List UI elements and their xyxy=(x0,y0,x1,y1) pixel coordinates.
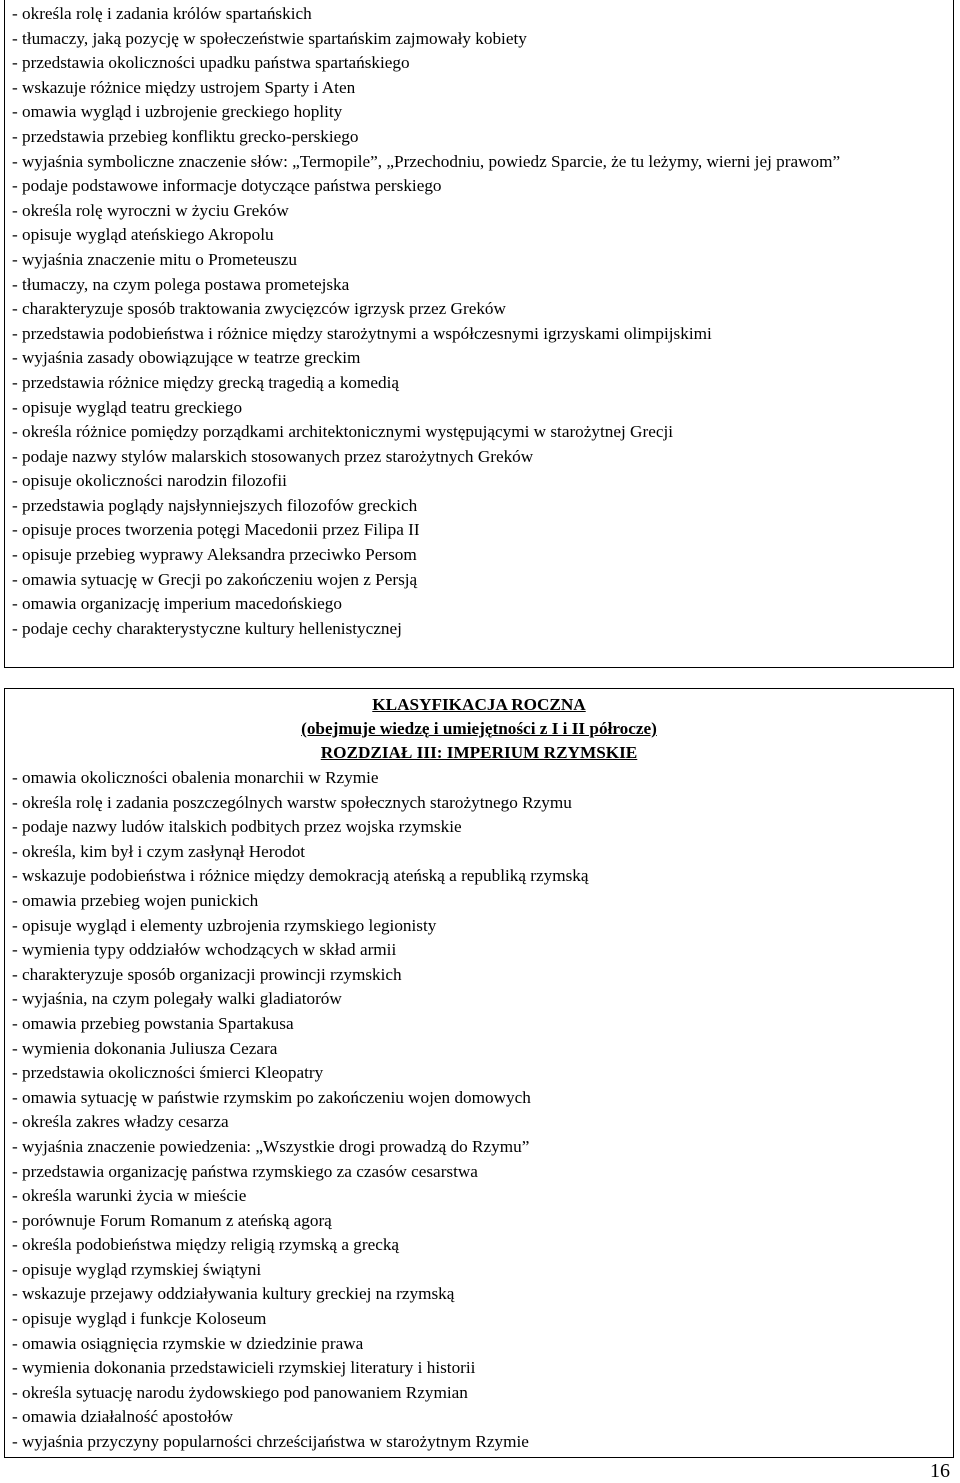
list-item: - omawia działalność apostołów xyxy=(12,1407,233,1427)
list-item: - porównuje Forum Romanum z ateńską agorą xyxy=(12,1210,332,1230)
list-item: - wyjaśnia, na czym polegały walki gladiatorów xyxy=(12,989,342,1009)
list-item: - przedstawia okoliczności śmierci Kleopatry xyxy=(12,1063,324,1083)
list-item: - podaje nazwy ludów italskich podbitych przez wojska rzymskie xyxy=(12,817,462,837)
requirements-list-rome xyxy=(12,766,942,1455)
page-number: 16 xyxy=(930,1460,950,1482)
list-item: - przedstawia przebieg konfliktu grecko-perskiego xyxy=(12,126,359,146)
list-item: - określa, kim był i czym zasłynął Herodot xyxy=(12,841,306,861)
list-item: - przedstawia różnice między grecką tragedią a komedią xyxy=(12,372,399,392)
list-item: - określa różnice pomiędzy porządkami architektonicznymi występującymi w starożytnej Grecji xyxy=(12,422,673,442)
list-item: - tłumaczy, na czym polega postawa prometejska xyxy=(12,274,350,294)
list-item: - określa rolę wyroczni w życiu Greków xyxy=(12,200,289,220)
list-item: - omawia osiągnięcia rzymskie w dziedzinie prawa xyxy=(12,1333,364,1353)
list-item: - omawia przebieg wojen punickich xyxy=(12,890,259,910)
list-item: - podaje nazwy stylów malarskich stosowanych przez starożytnych Greków xyxy=(12,446,534,466)
list-item: - opisuje wygląd i elementy uzbrojenia rzymskiego legionisty xyxy=(12,915,437,935)
classification-scope-subheading: (obejmuje wiedzę i umiejętności z I i II półrocze) xyxy=(301,719,657,738)
list-item: - przedstawia okoliczności upadku państwa spartańskiego xyxy=(12,53,410,73)
list-item: - określa warunki życia w mieście xyxy=(12,1186,247,1206)
list-item: - tłumaczy, jaką pozycję w społeczeństwie spartańskim zajmowały kobiety xyxy=(12,28,527,48)
list-item: - wskazuje przejawy oddziaływania kultury greckiej na rzymską xyxy=(12,1284,455,1304)
list-item: - przedstawia organizację państwa rzymskiego za czasów cesarstwa xyxy=(12,1161,478,1181)
list-item: - opisuje wygląd i funkcje Koloseum xyxy=(12,1309,267,1329)
list-item: - omawia sytuację w Grecji po zakończeniu wojen z Persją xyxy=(12,569,418,589)
list-item: - opisuje wygląd rzymskiej świątyni xyxy=(12,1259,262,1279)
list-item: - opisuje okoliczności narodzin filozofii xyxy=(12,471,287,491)
list-item: - wymienia dokonania przedstawicieli rzymskiej literatury i historii xyxy=(12,1358,476,1378)
list-item: - charakteryzuje sposób traktowania zwycięzców igrzysk przez Greków xyxy=(12,299,506,319)
list-item: - wymienia dokonania Juliusza Cezara xyxy=(12,1038,278,1058)
annual-classification-heading: KLASYFIKACJA ROCZNA xyxy=(372,695,586,714)
list-item: - omawia sytuację w państwie rzymskim po zakończeniu wojen domowych xyxy=(12,1087,531,1107)
list-item: - przedstawia poglądy najsłynniejszych filozofów greckich xyxy=(12,495,418,515)
list-item: - określa rolę i zadania poszczególnych warstw społecznych starożytnego Rzymu xyxy=(12,792,572,812)
list-item: - opisuje wygląd ateńskiego Akropolu xyxy=(12,225,274,245)
list-item: - określa podobieństwa między religią rzymską a grecką xyxy=(12,1235,400,1255)
list-item: - wskazuje podobieństwa i różnice między demokracją ateńską a republiką rzymską xyxy=(12,866,589,886)
list-item: - przedstawia podobieństwa i różnice między starożytnymi a współczesnymi igrzyskami olimpijskimi xyxy=(12,323,712,343)
list-item: - charakteryzuje sposób organizacji prowincji rzymskich xyxy=(12,964,402,984)
list-item: - omawia organizację imperium macedońskiego xyxy=(12,594,342,614)
list-item: - wskazuje różnice między ustrojem Sparty i Aten xyxy=(12,77,356,97)
chapter-heading: ROZDZIAŁ III: IMPERIUM RZYMSKIE xyxy=(320,743,638,762)
list-item: - podaje cechy charakterystyczne kultury hellenistycznej xyxy=(12,618,402,638)
list-item: - wyjaśnia znaczenie mitu o Prometeuszu xyxy=(12,249,297,269)
list-item: - określa zakres władzy cesarza xyxy=(12,1112,229,1132)
list-item: - określa sytuację narodu żydowskiego pod panowaniem Rzymian xyxy=(12,1382,468,1402)
requirements-list-greece xyxy=(12,2,942,641)
list-item: - opisuje przebieg wyprawy Aleksandra przeciwko Persom xyxy=(12,545,417,565)
list-item: - wyjaśnia zasady obowiązujące w teatrze greckim xyxy=(12,348,361,368)
list-item: - wyjaśnia przyczyny popularności chrześcijaństwa w starożytnym Rzymie xyxy=(12,1432,529,1452)
list-item: - określa rolę i zadania królów spartańskich xyxy=(12,4,312,23)
list-item: - wymienia typy oddziałów wchodzących w skład armii xyxy=(12,940,397,960)
list-item: - wyjaśnia znaczenie powiedzenia: „Wszystkie drogi prowadzą do Rzymu” xyxy=(12,1136,530,1156)
list-item: - wyjaśnia symboliczne znaczenie słów: „Termopile”, „Przechodniu, powiedz Sparcie, że tu leżymy, wierni jej prawom” xyxy=(12,151,841,171)
list-item: - omawia wygląd i uzbrojenie greckiego hoplity xyxy=(12,102,343,122)
list-item: - omawia okoliczności obalenia monarchii w Rzymie xyxy=(12,768,379,787)
list-item: - podaje podstawowe informacje dotyczące państwa perskiego xyxy=(12,176,442,196)
list-item: - omawia przebieg powstania Spartakusa xyxy=(12,1013,294,1033)
list-item: - opisuje proces tworzenia potęgi Macedonii przez Filipa II xyxy=(12,520,420,540)
list-item: - opisuje wygląd teatru greckiego xyxy=(12,397,243,417)
